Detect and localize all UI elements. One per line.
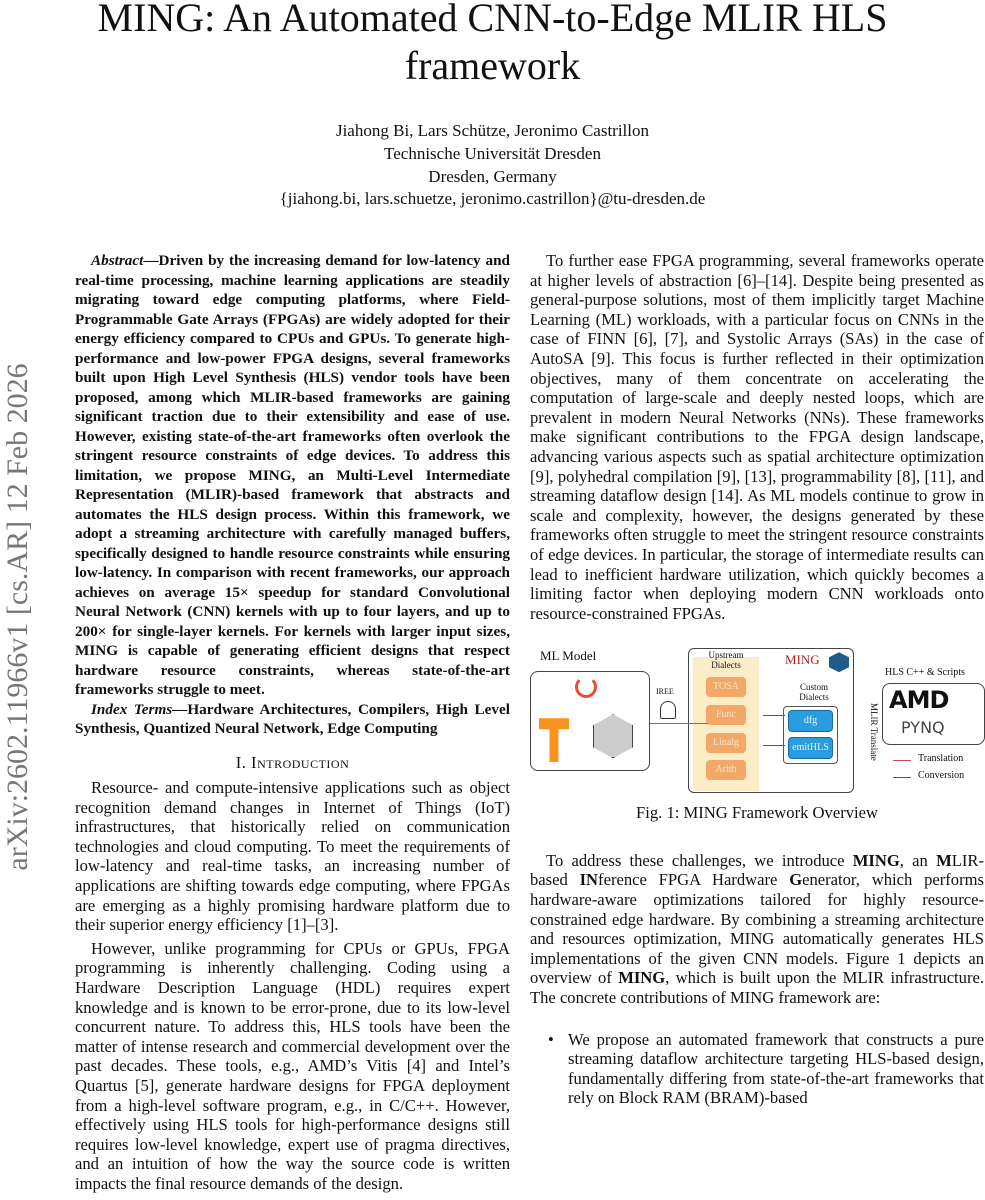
conversion-arrow xyxy=(763,745,785,746)
custom-label: Custom Dialects xyxy=(799,682,829,703)
text: IN xyxy=(579,870,599,890)
title-line: MING: An Automated CNN-to-Edge MLIR HLS xyxy=(97,0,888,40)
ml-model-box xyxy=(530,671,650,771)
title-line: framework xyxy=(404,43,581,88)
dialect-emithls: emitHLS xyxy=(788,737,833,759)
text: , which is built upon the MLIR infrastructure. The concrete contributions of MING framework are: xyxy=(530,968,984,1008)
paper-title xyxy=(0,0,985,90)
dialect-func: Func xyxy=(706,705,746,725)
legend-translation-line xyxy=(893,760,911,761)
text: MING xyxy=(852,850,900,870)
abstract xyxy=(75,251,510,700)
paragraph xyxy=(530,851,984,1008)
ml-model-label: ML Model xyxy=(540,648,597,664)
conversion-arrow xyxy=(763,715,785,716)
index-terms-text: —Hardware Architectures, Compilers, High Level Synthesis, Quantized Neural Network, Edge Computing xyxy=(75,700,510,737)
pytorch-icon xyxy=(575,676,597,698)
ming-logo-icon xyxy=(829,652,849,672)
translation-arrow xyxy=(650,723,708,724)
tensorflow-icon xyxy=(539,718,569,762)
index-terms xyxy=(75,700,510,739)
abstract-label: Abstract xyxy=(91,252,144,269)
text: To address these challenges, we introduce xyxy=(546,850,853,870)
pynq-logo: PYNQ xyxy=(901,718,945,738)
paragraph: However, unlike programming for CPUs or GPUs, FPGA programming is inherently challenging. Coding using a Hardware Description Language (HDL) requires expert knowledge and is known to be error-prone, due to its low-level concurrent nature. To address this, HLS tools have been the matter of intense research and commercial development over the past decades. These tools, e.g., AMD’s Vitis [4] and Intel’s Quartus [5], generate hardware designs for FPGA deployment from a high-level software program, e.g., in C/C++. However, effectively using HLS tools for high-performance designs still requires low-level knowledge, expert use of pragma directives, and an intuition of how the way the source code is written impacts the final resource demands of the design. xyxy=(75,938,510,1193)
email: {jiahong.bi, lars.schuetze, jeronimo.castrillon}@tu-dresden.de xyxy=(279,189,706,208)
arxiv-identifier: arXiv:2602.11966v1 [cs.AR] 12 Feb 2026 xyxy=(1,363,34,871)
amd-logo: AMD xyxy=(889,686,949,715)
hls-box xyxy=(882,683,985,745)
text: G xyxy=(789,870,803,890)
text: MING xyxy=(618,968,666,988)
abstract-text: —Driven by the increasing demand for low-latency and real-time processing, machine learning applications are steadily migrating toward edge computing platforms, where Field-Programmable Gate Arrays (FPGAs) are widely adopted for their energy efficiency compared to CPUs and GPUs. To generate high-performance and low-power FPGA designs, several frameworks built upon High Level Synthesis (HLS) vendor tools have been proposed, among which MLIR-based frameworks are gaining significant traction due to their extensibility and ease of use. However, existing state-of-the-art frameworks often overlook the stringent resource constraints of edge devices. To address this limitation, we propose MING, an Multi-Level Intermediate Representation (MLIR)-based framework that abstracts and automates the HLS design process. Within this framework, we adopt a streaming architecture with carefully managed buffers, specifically designed to handle resource constraints while ensuring low-latency. In comparison with recent frameworks, our approach achieves on average 15× speedup for standard Convolutional Neural Network (CNN) kernels with up to four layers, and up to 200× for single-layer kernels. For kernels with larger input sizes, MING is capable of generating efficient designs that respect hardware resource constraints, whereas state-of-the-art frameworks struggle to meet. xyxy=(75,252,510,698)
iree-label: IREE xyxy=(656,687,674,697)
ming-label: MING xyxy=(785,652,820,668)
section-heading: I. Introduction xyxy=(235,752,350,772)
text: LIR-based xyxy=(530,850,985,890)
right-column xyxy=(530,251,984,1108)
paragraph: Resource- and compute-intensive applications such as object recognition demand changes in Internet of Things (IoT) infrastructures, that historically relied on communication technologies and cloud computing. To meet the requirements of low-latency and real-time tasks, an increasing number of applications are shifting towards edge computing, where FPGAs are emerging as a highly promising hardware platform due to their superior energy efficiency [1]–[3]. xyxy=(75,778,510,935)
ghost-icon xyxy=(660,701,676,719)
text: enerator, which performs hardware-aware optimizations tailored for highly resource-constrained edge hardware. By combining a streaming architecture and resources optimization, MING automatically generates HLS implementations of the given CNN models. Figure 1 depicts an overview of xyxy=(530,870,984,988)
dialect-arith: Arith xyxy=(706,760,746,780)
legend-conversion: Conversion xyxy=(918,770,965,782)
legend-translation: Translation xyxy=(918,753,964,765)
dialect-tosa: TOSA xyxy=(706,677,746,697)
ming-box xyxy=(688,648,854,793)
figure-ming-overview xyxy=(530,643,985,793)
text: , an xyxy=(899,850,937,870)
dialect-dfg: dfg xyxy=(788,710,833,732)
contribution-bullet: • We propose an automated framework that constructs a pure streaming dataflow architecture targeting HLS-based design, fundamentally differing from state-of-the-art frameworks that rely on Block RAM (BRAM)-based xyxy=(530,1030,984,1108)
mlir-translate-label: MLIR Translate xyxy=(869,703,879,762)
hls-label: HLS C++ & Scripts xyxy=(885,667,965,679)
index-terms-label: Index Terms xyxy=(91,700,173,718)
location: Dresden, Germany xyxy=(428,167,557,186)
paragraph: To further ease FPGA programming, several frameworks operate at higher levels of abstraction [6]–[14]. Despite being presented as general-purpose solutions, most of them implicitly target Machine Learning (ML) workloads, with a particular focus on CNNs in the case of FINN [6], [7], and Systolic Arrays (SAs) in the case of AutoSA [9]. This focus is further reflected in their optimization objectives, many of them concentrate on accelerating the computation of large-scale and deeply nested loops, which are prevalent in modern Neural Networks (NNs). These frameworks make significant contributions to the FPGA design landscape, advancing various aspects such as spatial architecture optimization [9], polyhedral compilation [9], [13], programmability [8], [11], and streaming dataflow design [14]. As ML models continue to grow in scale and complexity, however, the designs generated by these frameworks often struggle to meet the stringent resource constraints of edge devices. In particular, the storage of intermediate results can lead to inefficient hardware utilization, which quickly becomes a limiting factor when deploying modern CNN workloads onto resource-constrained FPGAs. xyxy=(530,251,984,623)
text: ference FPGA Hardware xyxy=(598,870,790,890)
left-column xyxy=(75,251,510,1194)
figure-caption: Fig. 1: MING Framework Overview xyxy=(636,803,878,823)
upstream-label: Upstream Dialects xyxy=(708,650,744,671)
text: M xyxy=(936,850,952,870)
affiliation: Technische Universität Dresden xyxy=(384,144,601,163)
dialect-linalg: Linalg xyxy=(706,733,746,753)
onnx-icon xyxy=(593,714,633,758)
legend-conversion-line xyxy=(893,777,911,778)
authors: Jiahong Bi, Lars Schütze, Jeronimo Castrillon xyxy=(335,121,650,140)
